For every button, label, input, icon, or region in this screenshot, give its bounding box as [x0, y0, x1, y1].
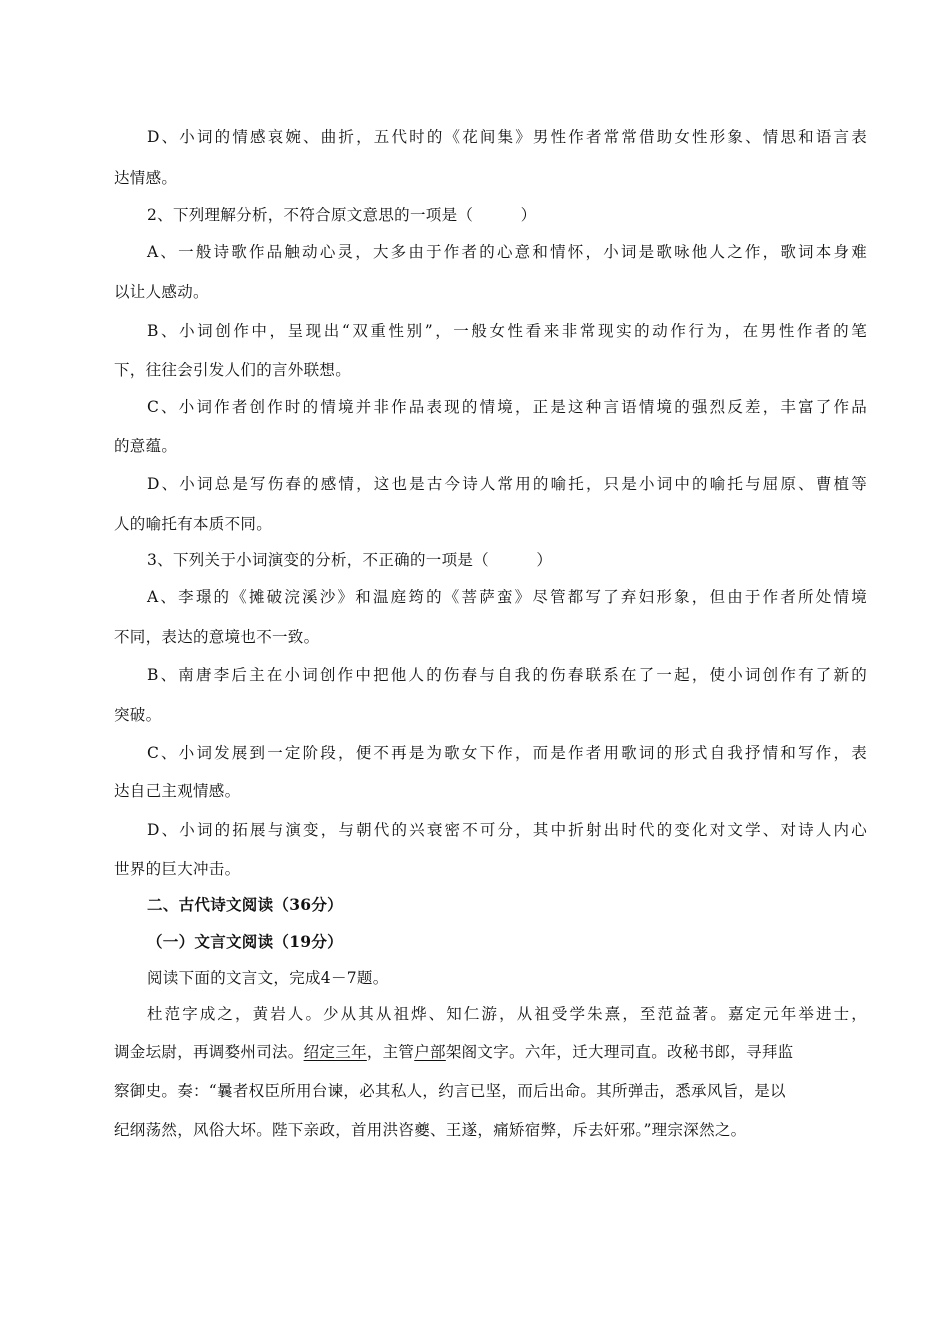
passage-line2-part-b: ，主管: [366, 1043, 415, 1061]
q1-option-d-line2: 达情感。: [114, 169, 178, 187]
q2-option-d-line1: D、小词总是写伤春的感情，这也是古今诗人常用的喻托，只是小词中的喻托与屈原、曹植等: [147, 475, 867, 493]
subsection-heading: （一）文言文阅读（19分）: [147, 932, 343, 951]
q3-option-a-line2: 不同，表达的意境也不一致。: [114, 628, 320, 646]
q3-stem: 3、下列关于小词演变的分析，不正确的一项是（ ）: [147, 551, 553, 569]
passage-line2-part-c: 架阁文字。六年，迁大理司直。改秘书郎，寻拜监: [445, 1043, 794, 1061]
underlined-term-hubu: 户部: [414, 1043, 446, 1061]
q3-option-c-line1: C、小词发展到一定阶段，便不再是为歌女下作，而是作者用歌词的形式自我抒情和写作，表: [147, 744, 867, 762]
q2-option-a-line2: 以让人感动。: [114, 283, 209, 301]
section-heading: 二、古代诗文阅读（36分）: [147, 895, 343, 914]
q2-option-b-line2: 下，往往会引发人们的言外联想。: [114, 361, 352, 379]
q2-option-c-line1: C、小词作者创作时的情境并非作品表现的情境，正是这种言语情境的强烈反差，丰富了作品: [147, 398, 867, 416]
q2-option-d-line2: 人的喻托有本质不同。: [114, 515, 273, 533]
q2-option-b-line1: B、小词创作中，呈现出“双重性别”，一般女性看来非常现实的动作行为，在男性作者的笔: [147, 322, 867, 340]
passage-instruction: 阅读下面的文言文，完成4－7题。: [147, 969, 389, 987]
passage-line2-part-a: 调金坛尉，再调婺州司法。: [114, 1043, 304, 1061]
q2-stem: 2、下列理解分析，不符合原文意思的一项是（ ）: [147, 206, 537, 224]
q3-option-a-line1: A、李璟的《摊破浣溪沙》和温庭筠的《菩萨蛮》尽管都写了弃妇形象，但由于作者所处情境: [147, 588, 867, 606]
q1-option-d-line1: D、小词的情感哀婉、曲折，五代时的《花间集》男性作者常常借助女性形象、情思和语言表: [147, 128, 867, 146]
q3-option-b-line1: B、南唐李后主在小词创作中把他人的伤春与自我的伤春联系在了一起，使小词创作有了新的: [147, 666, 867, 684]
q3-option-d-line2: 世界的巨大冲击。: [114, 860, 241, 878]
passage-line1: 杜范字成之，黄岩人。少从其从祖烨、知仁游，从祖受学朱熹，至范益著。嘉定元年举进士，: [147, 1005, 867, 1023]
passage-line4: 纪纲荡然，风俗大坏。陛下亲政，首用洪咨夔、王遂，痛矫宿弊，斥去奸邪。”理宗深然之。: [114, 1121, 747, 1139]
q2-option-c-line2: 的意蕴。: [114, 437, 178, 455]
passage-line3: 察御史。奏：“曩者权臣所用台谏，必其私人，约言已坚，而后出命。其所弹击，悉承风旨，是以: [114, 1082, 786, 1100]
q3-option-b-line2: 突破。: [114, 706, 162, 724]
underlined-term-shaoding: 绍定三年: [303, 1043, 367, 1061]
q3-option-c-line2: 达自己主观情感。: [114, 782, 241, 800]
q2-option-a-line1: A、一般诗歌作品触动心灵，大多由于作者的心意和情怀，小词是歌咏他人之作，歌词本身难: [147, 243, 867, 261]
passage-line2: [114, 1042, 793, 1062]
q3-option-d-line1: D、小词的拓展与演变，与朝代的兴衰密不可分，其中折射出时代的变化对文学、对诗人内心: [147, 821, 867, 839]
